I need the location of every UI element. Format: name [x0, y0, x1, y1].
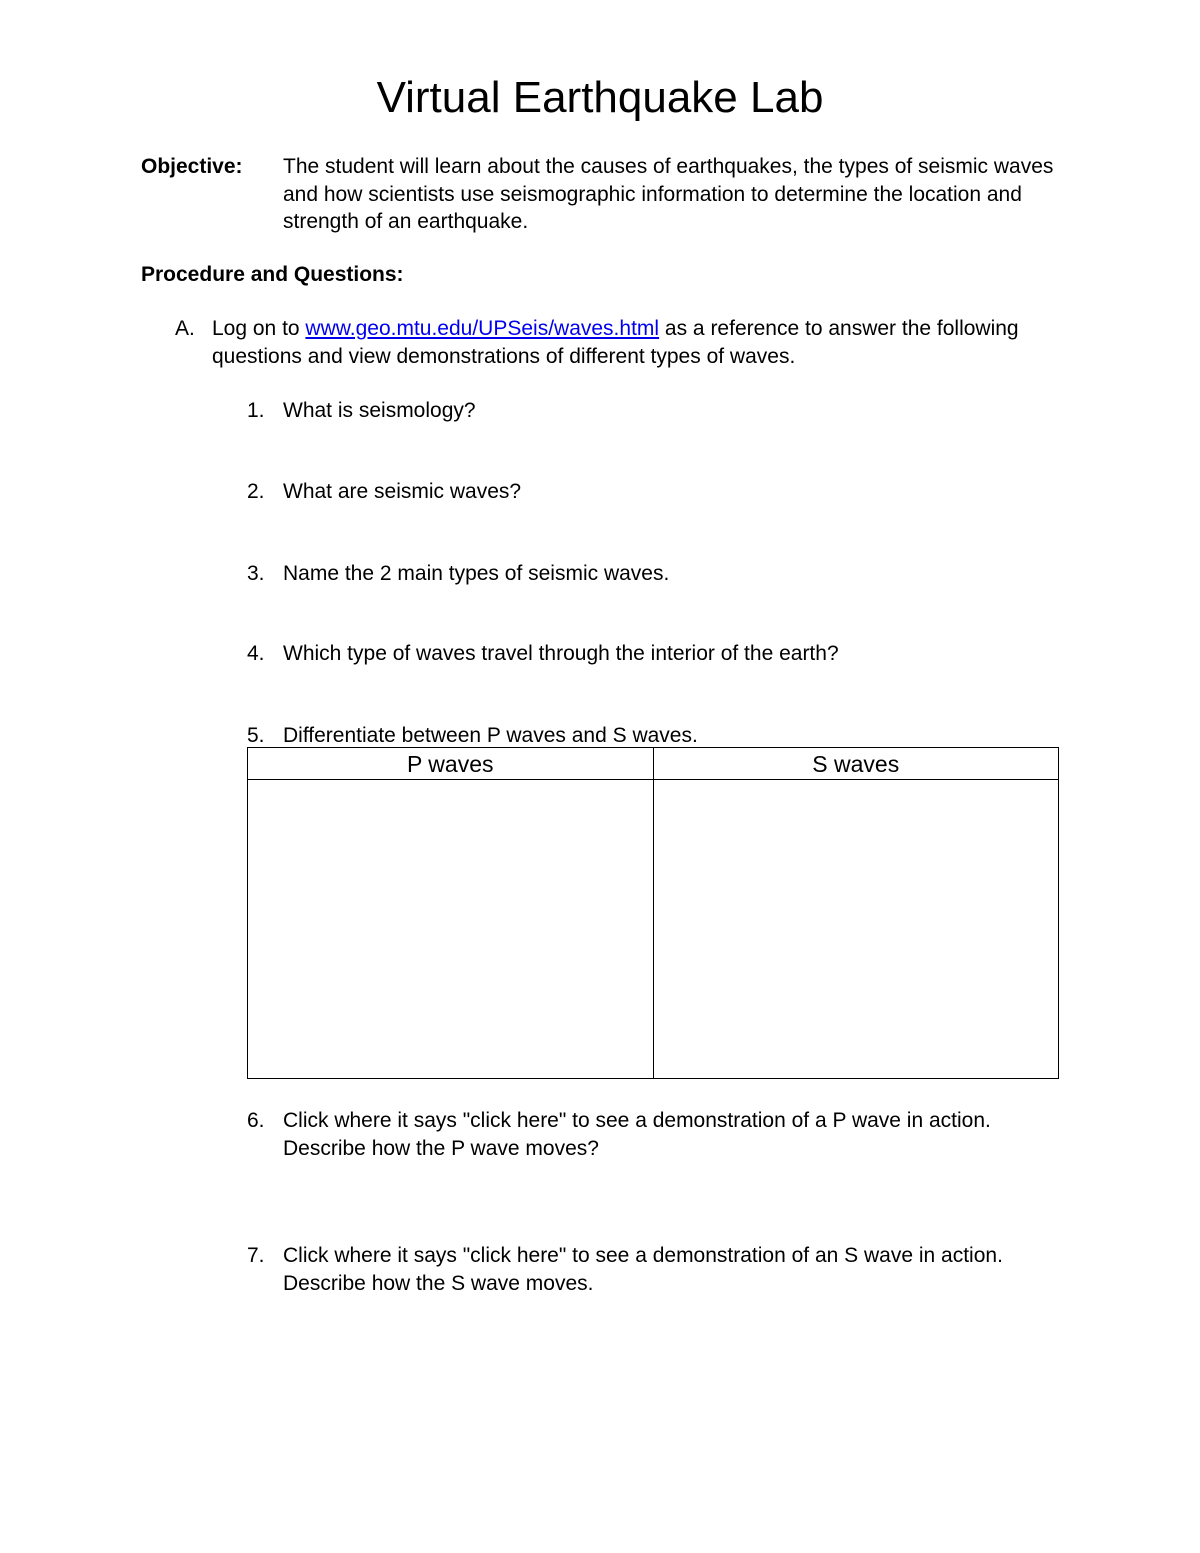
p-waves-answer-cell[interactable]	[248, 780, 654, 1079]
question-7	[247, 1242, 1047, 1297]
question-text: Click where it says "click here" to see a demonstration of a P wave in action. Describe how the P wave moves?	[283, 1109, 991, 1160]
question-text: Which type of waves travel through the interior of the earth?	[283, 642, 839, 665]
table-answer-row	[248, 780, 1059, 1079]
question-number: 1.	[247, 399, 265, 422]
step-marker: A.	[175, 317, 195, 340]
question-number: 4.	[247, 642, 265, 665]
procedure-heading: Procedure and Questions:	[141, 263, 404, 286]
question-number: 7.	[247, 1244, 265, 1267]
question-6	[247, 1107, 1047, 1162]
table-header-p-waves: P waves	[248, 748, 654, 780]
question-number: 2.	[247, 480, 265, 503]
objective-label: Objective:	[141, 155, 243, 178]
step-a-text	[212, 315, 1072, 370]
s-waves-answer-cell[interactable]	[653, 780, 1059, 1079]
objective-text: The student will learn about the causes of earthquakes, the types of seismic waves and how scientists use seismographic information to determine the location and strength of an earthquake.	[283, 155, 1054, 233]
p-s-wave-comparison-table	[247, 747, 1059, 1079]
reference-link[interactable]: www.geo.mtu.edu/UPSeis/waves.html	[305, 317, 660, 340]
question-text: What are seismic waves?	[283, 480, 522, 503]
step-suffix: as a reference to answer the following questions and view demonstrations of different types of waves.	[212, 317, 1019, 368]
question-5	[247, 722, 1047, 750]
question-3	[247, 560, 1047, 588]
question-number: 6.	[247, 1109, 265, 1132]
page-title: Virtual Earthquake Lab	[376, 73, 824, 122]
question-1	[247, 397, 1047, 425]
step-prefix: Log on to	[212, 317, 306, 340]
question-text: Click where it says "click here" to see a demonstration of an S wave in action. Describe how the S wave moves.	[283, 1244, 1003, 1295]
table-header-row	[248, 748, 1059, 780]
question-number: 3.	[247, 562, 265, 585]
question-text: Name the 2 main types of seismic waves.	[283, 562, 670, 585]
question-number: 5.	[247, 724, 265, 747]
question-4	[247, 640, 1047, 668]
table-header-s-waves: S waves	[653, 748, 1059, 780]
question-2	[247, 478, 1047, 506]
question-text: Differentiate between P waves and S waves.	[283, 724, 698, 747]
question-text: What is seismology?	[283, 399, 476, 422]
